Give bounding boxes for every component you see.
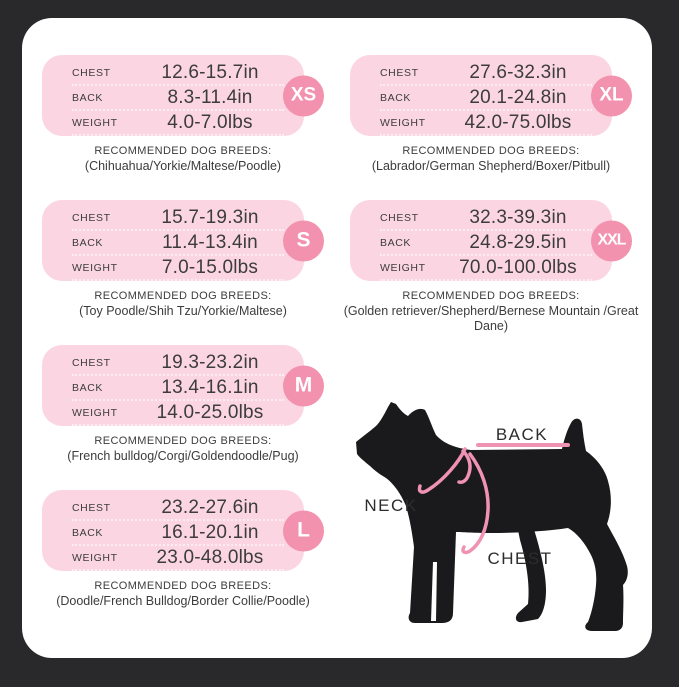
recommended-breeds-m [23,435,343,464]
recommended-list: (Doodle/French Bulldog/Border Collie/Poodle) [56,594,310,608]
size-chart-panel [22,18,652,658]
measure-value-weight: 23.0-48.0lbs [156,547,264,568]
measure-value-chest: 19.3-23.2in [161,352,259,373]
measure-label-back: BACK [380,92,411,104]
measure-label-weight: WEIGHT [72,407,118,419]
recommended-heading: RECOMMENDED DOG BREEDS: [402,145,580,157]
recommended-breeds-l [23,580,343,609]
size-group-xl [350,55,652,174]
measure-label-back: BACK [72,237,103,249]
measure-row [380,257,592,281]
recommended-heading: RECOMMENDED DOG BREEDS: [94,290,272,302]
measure-label-chest: CHEST [72,502,111,514]
size-card-s [42,200,311,281]
size-badge-s: S [283,220,324,261]
measure-value-weight: 42.0-75.0lbs [464,112,572,133]
measure-label-back: BACK [380,237,411,249]
size-badge-l: L [283,510,324,551]
chart-columns [42,55,652,687]
size-group-s [42,200,350,319]
measure-value-chest: 32.3-39.3in [469,207,567,228]
measure-label-chest: CHEST [380,212,419,224]
chest-label: CHEST [487,549,553,568]
recommended-heading: RECOMMENDED DOG BREEDS: [402,290,580,302]
recommended-breeds-xl [331,145,651,174]
measure-label-weight: WEIGHT [72,552,118,564]
measure-row [72,352,284,376]
measure-value-back: 24.8-29.5in [469,232,567,253]
size-group-xs [42,55,350,174]
recommended-list: (Chihuahua/Yorkie/Maltese/Poodle) [84,159,282,173]
size-badge-xl: XL [591,75,632,116]
measure-row [72,112,284,136]
measure-row [72,547,284,571]
neck-label: NECK [364,496,418,515]
size-card-xl [350,55,624,136]
measure-row [380,87,592,111]
measure-value-back: 8.3-11.4in [167,87,253,108]
measure-row [72,257,284,281]
recommended-list: (Golden retriever/Shepherd/Bernese Mountain /Great Dane) [343,304,639,333]
measure-row [380,232,592,256]
measure-value-chest: 12.6-15.7in [161,62,259,83]
size-group-m [42,345,350,464]
measure-value-chest: 27.6-32.3in [469,62,567,83]
recommended-heading: RECOMMENDED DOG BREEDS: [94,580,272,592]
column-right [343,55,652,687]
measure-row [72,497,284,521]
measure-label-back: BACK [72,92,103,104]
size-card-xxl [350,200,626,281]
recommended-heading: RECOMMENDED DOG BREEDS: [94,435,272,447]
measure-value-weight: 4.0-7.0lbs [167,112,253,133]
measure-label-weight: WEIGHT [380,262,426,274]
measure-label-weight: WEIGHT [380,117,426,129]
size-card-xs [42,55,317,136]
measure-row [380,112,592,136]
column-left [42,55,350,687]
measure-value-chest: 23.2-27.6in [161,497,259,518]
measure-row [72,377,284,401]
recommended-breeds-xxl [331,290,651,334]
size-badge-m: M [283,365,324,406]
measure-row [72,207,284,231]
measure-row [72,522,284,546]
measure-row [72,62,284,86]
measure-value-back: 16.1-20.1in [161,522,259,543]
measure-value-weight: 70.0-100.0lbs [459,257,577,278]
size-card-l [42,490,310,571]
measure-value-back: 13.4-16.1in [161,377,259,398]
measure-label-back: BACK [72,527,103,539]
recommended-list: (Toy Poodle/Shih Tzu/Yorkie/Maltese) [79,304,287,318]
measure-row [72,232,284,256]
measure-label-chest: CHEST [72,212,111,224]
size-badge-xs: XS [283,75,324,116]
measure-value-weight: 14.0-25.0lbs [156,402,264,423]
size-group-xxl [343,200,652,334]
size-badge-xxl: XXL [591,220,632,261]
dog-far-hind-leg [516,523,546,622]
measure-value-weight: 7.0-15.0lbs [161,257,259,278]
measure-label-chest: CHEST [72,357,111,369]
measure-row [72,87,284,111]
measure-row [380,62,592,86]
recommended-breeds-xs [23,145,343,174]
size-group-l [42,490,350,609]
measure-value-back: 20.1-24.8in [469,87,567,108]
measure-value-chest: 15.7-19.3in [161,207,259,228]
measure-label-weight: WEIGHT [72,262,118,274]
back-label: BACK [495,425,549,444]
measure-label-chest: CHEST [72,67,111,79]
recommended-list: (Labrador/German Shepherd/Boxer/Pitbull) [371,159,611,173]
measure-label-back: BACK [72,382,103,394]
measure-label-chest: CHEST [380,67,419,79]
dog-silhouette [356,402,628,631]
dog-measurement-diagram [344,382,644,682]
recommended-heading: RECOMMENDED DOG BREEDS: [94,145,272,157]
recommended-breeds-s [23,290,343,319]
size-card-m [42,345,313,426]
measure-label-weight: WEIGHT [72,117,118,129]
measure-row [72,402,284,426]
measure-value-back: 11.4-13.4in [162,232,258,253]
measure-row [380,207,592,231]
recommended-list: (French bulldog/Corgi/Goldendoodle/Pug) [67,449,299,463]
